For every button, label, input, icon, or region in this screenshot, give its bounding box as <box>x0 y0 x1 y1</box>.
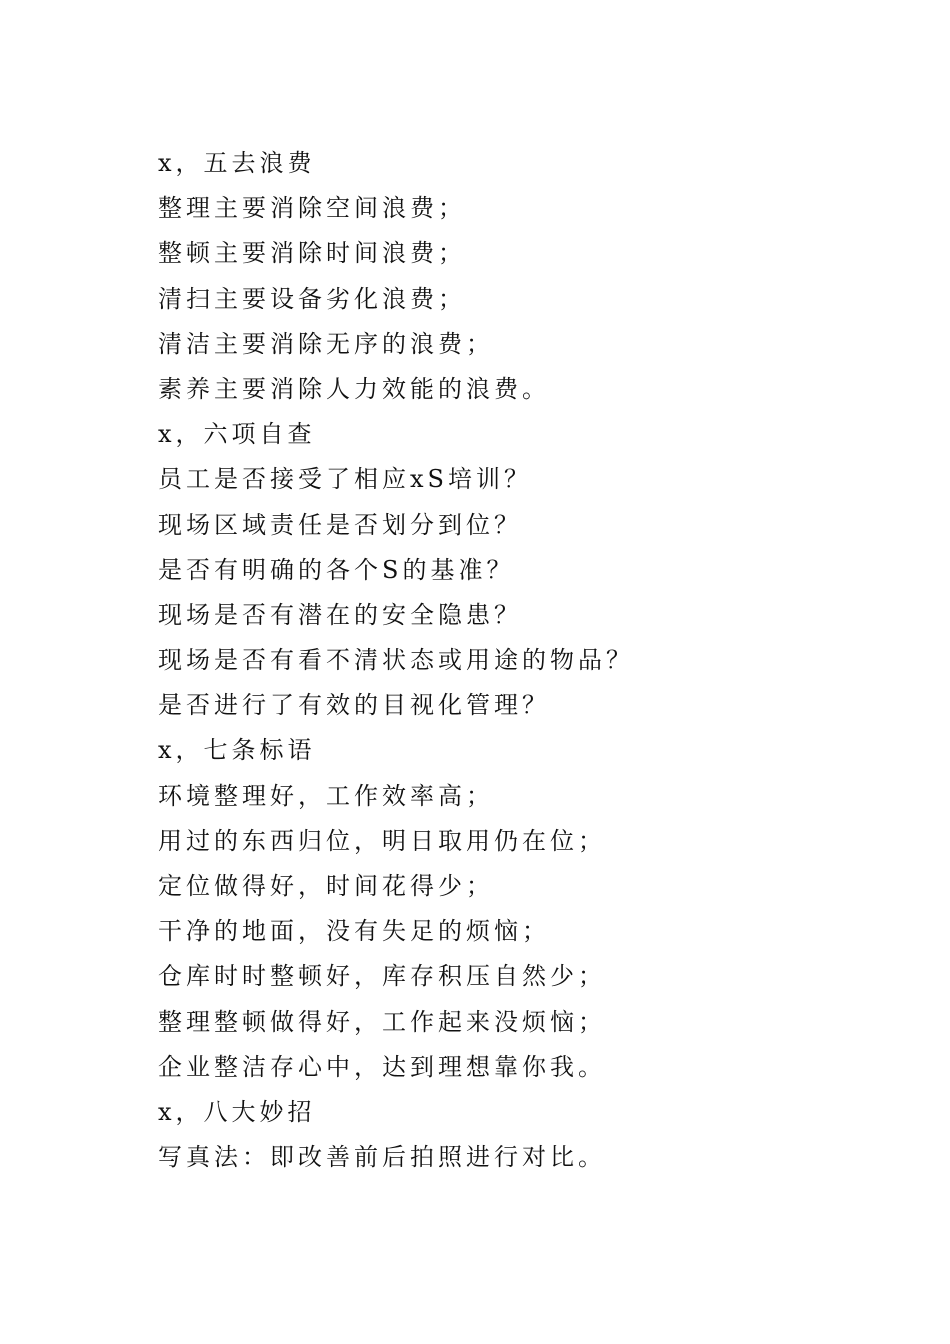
paragraph-line: 环境整理好，工作效率高； <box>158 781 494 810</box>
paragraph-line: 整理整顿做得好，工作起来没烦恼； <box>158 1007 606 1036</box>
paragraph-line: 清洁主要消除无序的浪费； <box>158 329 494 358</box>
section-heading-seven-slogans: x，七条标语 <box>158 736 316 765</box>
paragraph-line: 现场区域责任是否划分到位？ <box>158 510 522 539</box>
paragraph-line: 定位做得好，时间花得少； <box>158 872 494 900</box>
section-heading-eight-tips: x，八大妙招 <box>158 1097 316 1126</box>
document-body <box>158 141 858 1180</box>
section-heading-five-wastes: x，五去浪费 <box>158 149 316 177</box>
paragraph-line: 企业整洁存心中，达到理想靠你我。 <box>158 1052 606 1081</box>
paragraph-line: 清扫主要设备劣化浪费； <box>158 284 466 313</box>
paragraph-line: 现场是否有看不清状态或用途的物品？ <box>158 646 634 675</box>
paragraph-line: 是否有明确的各个S的基准？ <box>158 555 515 584</box>
paragraph-line: 是否进行了有效的目视化管理？ <box>158 691 550 720</box>
paragraph-line: 员工是否接受了相应xS培训？ <box>158 465 532 494</box>
paragraph-line: 整顿主要消除时间浪费； <box>158 239 466 268</box>
paragraph-line: 仓库时时整顿好，库存积压自然少； <box>158 962 606 991</box>
section-heading-six-checks: x，六项自查 <box>158 420 316 449</box>
paragraph-line: 干净的地面，没有失足的烦恼； <box>158 917 550 946</box>
paragraph-line: 现场是否有潜在的安全隐患？ <box>158 600 522 629</box>
paragraph-line: 写真法：即改善前后拍照进行对比。 <box>158 1143 606 1172</box>
paragraph-line: 用过的东西归位，明日取用仍在位； <box>158 826 606 855</box>
paragraph-line: 素养主要消除人力效能的浪费。 <box>158 374 550 403</box>
paragraph-line: 整理主要消除空间浪费； <box>158 194 466 223</box>
